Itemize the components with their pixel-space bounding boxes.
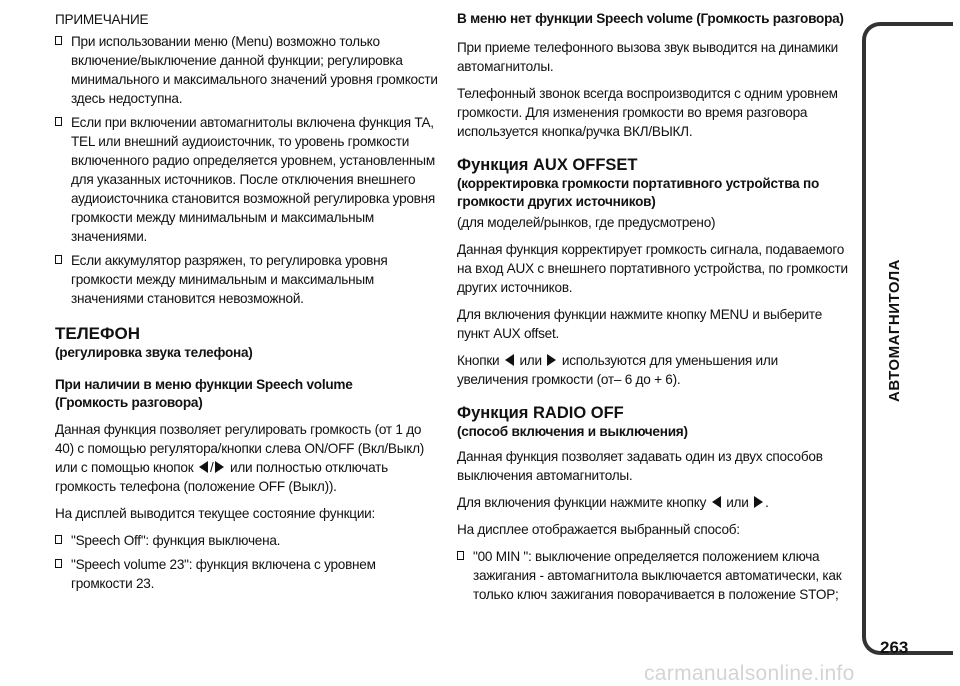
display-paragraph: На дисплей выводится текущее состояние функции: (55, 506, 376, 521)
radio-off-heading: Функция RADIO OFF (457, 404, 624, 422)
aux-availability: (для моделей/рынков, где предусмотрено) (457, 215, 716, 230)
no-speech-heading: В меню нет функции Speech volume (Громкость разговора) (457, 11, 844, 26)
speech-volume-paragraph: Данная функция позволяет регулировать громкость (от 1 до 40) с помощью регулятора/кнопки слева ON/OFF (Вкл/Выкл) или с помощью кнопок / или полностью отключать громкость телефона (положение OFF (Выкл)). (55, 422, 425, 494)
note-bullet: Если при включении автомагнитолы включена функция TA, TEL или внешний аудиоисточник, то уровень громкости включенного радио определяется уровнем, установленным для указанных источников. После отключения внешнего аудиоисточника становится возможной регулировка уровня громкости между минимальным и максимальным значениями. (55, 113, 438, 246)
left-column (55, 10, 438, 598)
bullet-box-icon (457, 551, 464, 560)
aux-paragraph: Для включения функции нажмите кнопку MENU и выберите пункт AUX offset. (457, 307, 823, 341)
page-number: 263 (880, 638, 909, 657)
status-bullet: "Speech Off": функция выключена. (55, 531, 438, 550)
speech-volume-heading: При наличии в меню функции Speech volume (Громкость разговора) (55, 377, 353, 410)
watermark: carmanualsonline.info (644, 662, 855, 685)
aux-offset-heading: Функция AUX OFFSET (457, 156, 638, 174)
bullet-box-icon (55, 535, 62, 544)
bullet-box-icon (55, 117, 62, 126)
radio-paragraph: Данная функция позволяет задавать один из двух способов выключения автомагнитолы. (457, 449, 823, 483)
bullet-box-icon (55, 255, 62, 264)
no-speech-paragraph: При приеме телефонного вызова звук выводится на динамики автомагнитолы. (457, 40, 838, 74)
left-arrow-icon (505, 354, 514, 366)
aux-buttons-paragraph: Кнопки или используются для уменьшения или увеличения громкости (от– 6 до + 6). (457, 353, 778, 387)
radio-paragraph: На дисплее отображается выбранный способ: (457, 522, 740, 537)
right-arrow-icon (215, 461, 224, 473)
radio-off-subheading: (способ включения и выключения) (457, 424, 688, 439)
aux-offset-subheading: (корректировка громкости портативного устройства по громкости других источников) (457, 176, 819, 209)
radio-buttons-paragraph: Для включения функции нажмите кнопку или . (457, 495, 769, 510)
note-title: ПРИМЕЧАНИЕ (55, 12, 149, 27)
phone-heading: ТЕЛЕФОН (55, 324, 140, 343)
section-tab-label: АВТОМАГНИТОЛА (885, 258, 903, 402)
phone-subheading: (регулировка звука телефона) (55, 345, 253, 360)
aux-paragraph: Данная функция корректирует громкость сигнала, подаваемого на вход AUX с внешнего портативного устройства, по громкости других источников. (457, 242, 848, 295)
bullet-box-icon (55, 559, 62, 568)
left-arrow-icon (199, 461, 208, 473)
right-arrow-icon (754, 496, 763, 508)
note-bullet: Если аккумулятор разряжен, то регулировка уровня громкости между минимальным и максимальным значениями становится невозможной. (55, 251, 438, 308)
status-bullet: "Speech volume 23": функция включена с уровнем громкости 23. (55, 555, 438, 593)
note-bullet: При использовании меню (Menu) возможно только включение/выключение данной функции; регулировка минимального и максимального значений уровня громкости здесь недоступна. (55, 32, 438, 108)
radio-bullet: "00 MIN ": выключение определяется положением ключа зажигания - автомагнитола выключается автоматически, как только ключ зажигания поворачивается в положение STOP; (457, 547, 849, 604)
right-column (457, 10, 849, 609)
right-arrow-icon (547, 354, 556, 366)
left-arrow-icon (712, 496, 721, 508)
no-speech-paragraph: Телефонный звонок всегда воспроизводится с одним уровнем громкости. Для изменения громкости во время разговора используется кнопка/ручка ВКЛ/ВЫКЛ. (457, 86, 838, 139)
bullet-box-icon (55, 36, 62, 45)
